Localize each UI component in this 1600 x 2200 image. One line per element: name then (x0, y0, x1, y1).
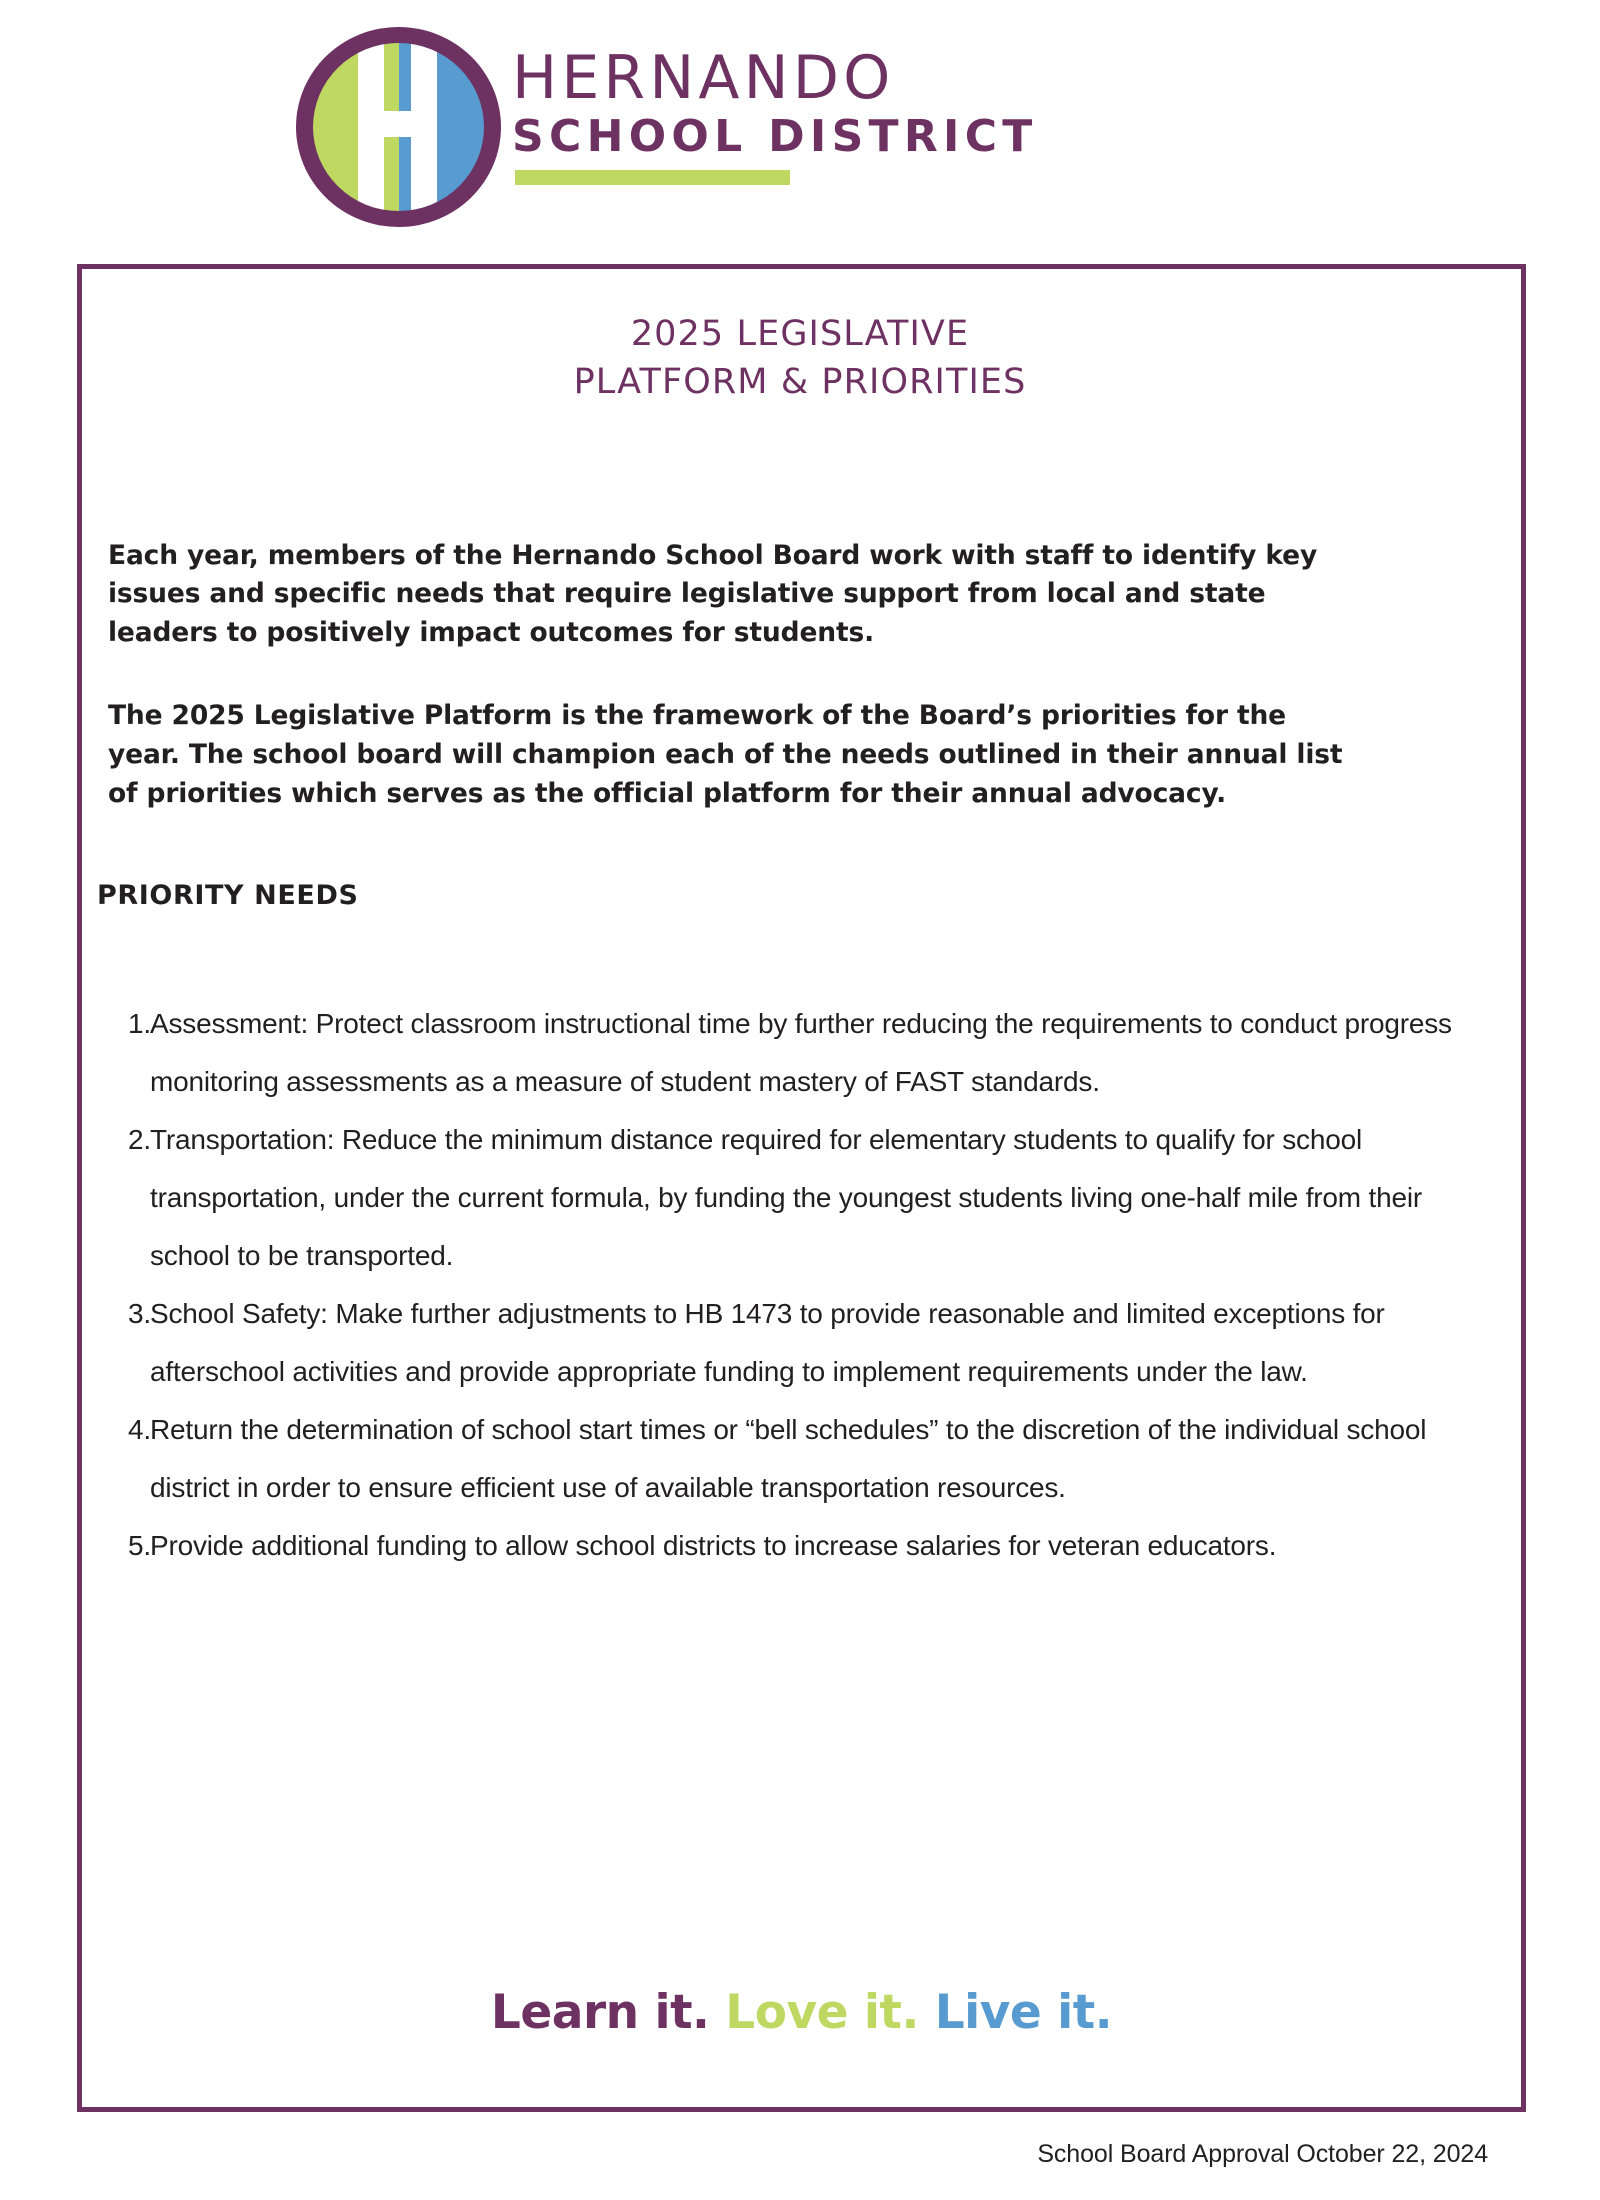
list-item-number: 4. (128, 1413, 151, 1445)
brand-accent-rule (515, 170, 790, 185)
list-item (128, 1111, 1458, 1285)
list-item (128, 995, 1458, 1111)
list-item-text: Assessment: Protect classroom instructional time by further reducing the requirements to conduct progress monitoring assessments as a measure of student mastery of FAST standards. (150, 1008, 1452, 1097)
list-item-text: Transportation: Reduce the minimum distance required for elementary students to qualify for school transportation, under the current formula, by funding the youngest students living one-half mile from their school to be transported. (150, 1123, 1422, 1271)
list-item (128, 1401, 1458, 1517)
district-tagline (77, 1985, 1526, 2040)
list-item-number: 1. (128, 1008, 151, 1039)
list-item (128, 1285, 1458, 1401)
logo-inner-disc (313, 43, 484, 211)
priority-needs-list (128, 995, 1458, 1575)
list-item-text: Return the determination of school start times or “bell schedules” to the discretion of the individual school district in order to ensure efficient use of available transportation resources. (150, 1413, 1427, 1503)
page-title-line-2: PLATFORM & PRIORITIES (573, 362, 1027, 403)
tagline-part-learn: Learn it. (490, 1985, 710, 2040)
brand-name-school-district: SCHOOL DISTRICT (512, 111, 1038, 163)
brand-wordmark (512, 43, 1038, 185)
board-approval-note: School Board Approval October 22, 2024 (1037, 2140, 1488, 2168)
list-item-text: School Safety: Make further adjustments to HB 1473 to provide reasonable and limited exceptions for afterschool activities and provide appropriate funding to implement requirements under the law. (150, 1297, 1385, 1387)
logo-h-letter-crossbar (358, 111, 437, 137)
intro-paragraph: Each year, members of the Hernando School Board work with staff to identify key issues and specific needs that require legislative support from local and state leaders to positively impact outcomes for students. (108, 539, 1318, 649)
hernando-school-district-logo (296, 27, 501, 227)
priority-needs-heading: PRIORITY NEEDS (97, 880, 359, 911)
intro-section (108, 510, 1363, 841)
document-header (0, 0, 1600, 403)
intro-paragraph: The 2025 Legislative Platform is the framework of the Board’s priorities for the year. The school board will champion each of the needs outlined in their annual list of priorities which serves as the official platform for their annual advocacy. (108, 700, 1343, 810)
list-item-text: Provide additional funding to allow school districts to increase salaries for veteran educators. (150, 1529, 1277, 1561)
page-title-line-1: 2025 LEGISLATIVE (630, 314, 970, 354)
tagline-part-love: Love it. (725, 1985, 919, 2040)
brand-name-hernando: HERNANDO (512, 43, 895, 113)
list-item-number: 5. (128, 1529, 151, 1561)
list-item-number: 2. (128, 1123, 151, 1155)
tagline-part-live: Live it. (934, 1985, 1113, 2040)
list-item-number: 3. (128, 1297, 151, 1329)
list-item (128, 1517, 1458, 1575)
